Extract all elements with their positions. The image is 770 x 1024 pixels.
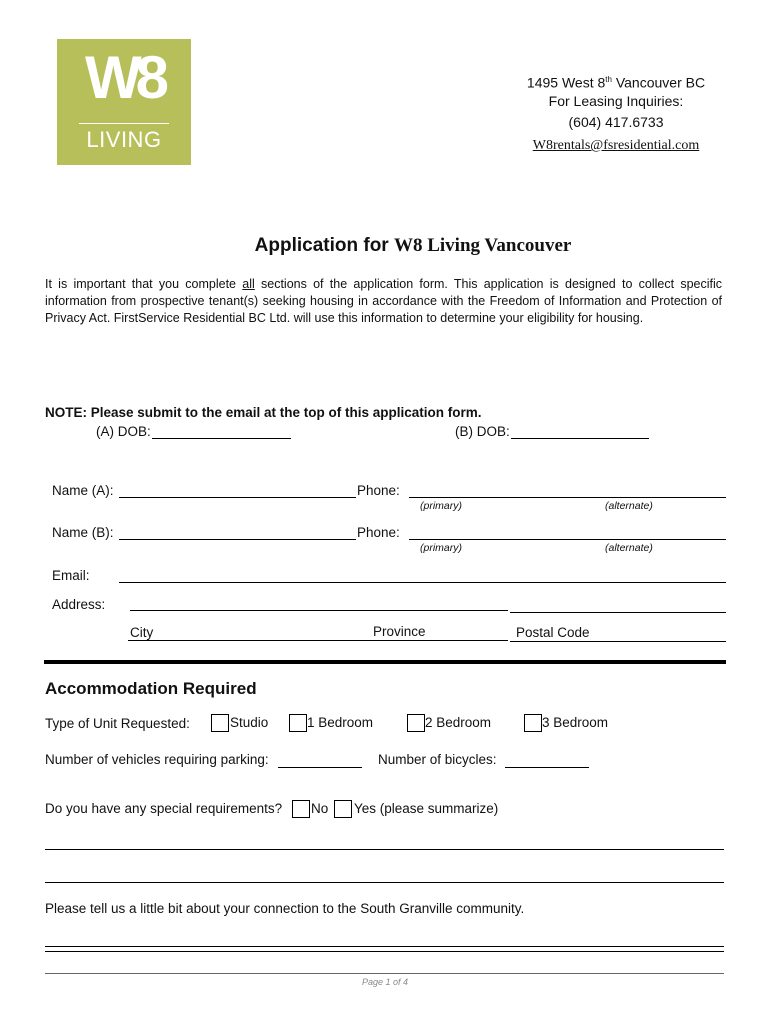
w8-living-logo	[57, 39, 191, 165]
special-requirements-label: Do you have any special requirements?	[45, 801, 283, 816]
province-label: Province	[373, 624, 426, 639]
section-divider	[44, 660, 726, 664]
contact-address: 1495 West 8th Vancouver BC	[526, 74, 706, 91]
phone-b-label: Phone:	[357, 525, 400, 540]
two-bedroom-checkbox[interactable]	[407, 714, 425, 732]
special-yes-checkbox[interactable]	[334, 800, 352, 818]
intro-paragraph: It is important that you complete all sections of the application form. This application is designed to collect specific information from prospective tenant(s) seeking housing in accordance with the Freedom of Information and Protection of Privacy Act. FirstService Residential BC Ltd. will use this information to determine your eligibility for housing.	[45, 277, 723, 325]
one-bedroom-label: 1 Bedroom	[307, 715, 374, 730]
bicycles-field[interactable]	[505, 767, 589, 768]
connection-answer-line-1[interactable]	[45, 946, 724, 947]
phone-b-primary-hint: (primary)	[420, 542, 462, 554]
phone-a-label: Phone:	[357, 483, 400, 498]
vehicles-field[interactable]	[278, 767, 362, 768]
address-label: Address:	[52, 597, 106, 612]
logo-mark: W8	[85, 44, 163, 111]
address-field-2[interactable]	[510, 612, 726, 613]
phone-a-alternate-hint: (alternate)	[605, 500, 653, 512]
phone-b-field[interactable]	[409, 539, 726, 540]
vehicles-label: Number of vehicles requiring parking:	[45, 752, 269, 767]
special-no-checkbox[interactable]	[292, 800, 310, 818]
city-province-field[interactable]	[128, 640, 508, 641]
postal-code-label: Postal Code	[516, 625, 590, 640]
logo-divider	[79, 123, 169, 124]
special-yes-label: Yes (please summarize)	[354, 801, 499, 816]
address-field[interactable]	[130, 610, 508, 611]
accommodation-heading: Accommodation Required	[45, 679, 257, 698]
phone-b-alternate-hint: (alternate)	[605, 542, 653, 554]
dob-a-field[interactable]	[152, 438, 291, 439]
special-summary-line-2[interactable]	[45, 882, 724, 883]
contact-phone: (604) 417.6733	[568, 114, 664, 130]
three-bedroom-checkbox[interactable]	[524, 714, 542, 732]
city-label: City	[130, 625, 154, 640]
connection-answer-line-2[interactable]	[45, 951, 724, 952]
connection-question: Please tell us a little bit about your connection to the South Granville community.	[45, 901, 525, 916]
contact-email[interactable]: W8rentals@fsresidential.com	[532, 138, 700, 153]
page-title: Application for W8 Living Vancouver	[254, 235, 572, 256]
studio-checkbox[interactable]	[211, 714, 229, 732]
note-text: NOTE: Please submit to the email at the top of this application form.	[45, 405, 482, 420]
special-summary-line-1[interactable]	[45, 849, 724, 850]
two-bedroom-label: 2 Bedroom	[425, 715, 492, 730]
footer-divider	[45, 973, 724, 974]
one-bedroom-checkbox[interactable]	[289, 714, 307, 732]
name-b-label: Name (B):	[52, 525, 114, 540]
postal-code-field[interactable]	[510, 641, 726, 642]
name-b-field[interactable]	[119, 539, 356, 540]
contact-leasing: For Leasing Inquiries:	[548, 93, 684, 109]
name-a-label: Name (A):	[52, 483, 114, 498]
three-bedroom-label: 3 Bedroom	[542, 715, 609, 730]
email-label: Email:	[52, 568, 90, 583]
dob-a-label: (A) DOB:	[96, 424, 151, 439]
page-number: Page 1 of 4	[361, 977, 409, 987]
bicycles-label: Number of bicycles:	[378, 752, 497, 767]
unit-type-label: Type of Unit Requested:	[45, 716, 190, 731]
studio-label: Studio	[230, 715, 269, 730]
phone-a-primary-hint: (primary)	[420, 500, 462, 512]
email-field[interactable]	[119, 582, 726, 583]
phone-a-field[interactable]	[409, 497, 726, 498]
logo-wordmark: LIVING	[86, 127, 162, 152]
dob-b-field[interactable]	[511, 438, 649, 439]
name-a-field[interactable]	[119, 497, 356, 498]
dob-b-label: (B) DOB:	[455, 424, 510, 439]
special-no-label: No	[311, 801, 329, 816]
